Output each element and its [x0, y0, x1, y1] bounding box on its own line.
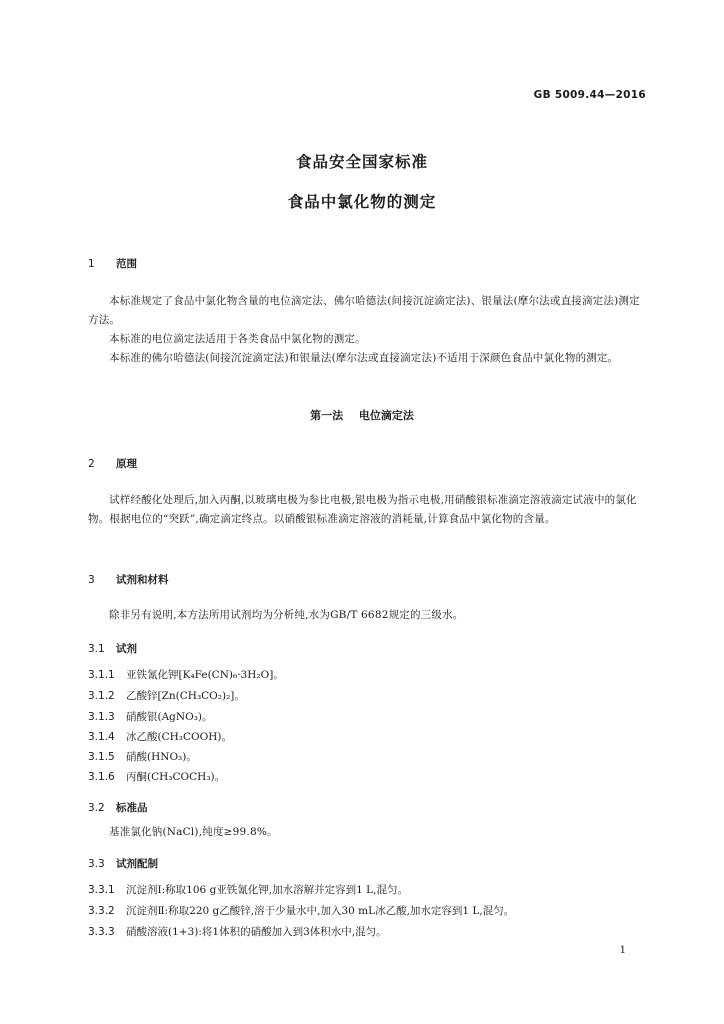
- section-1-heading: [88, 256, 137, 271]
- document-number: GB 5009.44—2016: [533, 89, 646, 101]
- section-number: 3.1: [88, 643, 105, 655]
- list-item: 3.1.5 硝酸(HNO₃)。: [88, 751, 197, 763]
- section-number: 3.3: [88, 858, 105, 870]
- paragraph: 本标准的电位滴定法适用于各类食品中氯化物的测定。: [109, 333, 366, 345]
- paragraph: 本标准的佛尔哈德法(间接沉淀滴定法)和银量法(摩尔法或直接滴定法)不适用于深颜色食品中氯化物的测定。: [109, 352, 619, 364]
- subsection-3-1-heading: [88, 641, 137, 656]
- section-number: 1: [88, 258, 95, 270]
- list-item: 3.3.3 硝酸溶液(1+3):将1体积的硝酸加入到3体积水中,混匀。: [88, 926, 387, 938]
- subsection-3-2-heading: [88, 800, 148, 815]
- paragraph: 试样经酸化处理后,加入丙酮,以玻璃电极为参比电极,银电极为指示电极,用硝酸银标准滴定溶液滴定试液中的氯化物。根据电位的“突跃”,确定滴定终点。以硝酸银标准滴定溶液的消耗量,计算食品中氯化物的含量。: [88, 494, 637, 525]
- section-title: 试剂和材料: [116, 574, 169, 586]
- section-title: 试剂: [116, 643, 137, 655]
- list-item: 3.3.2 沉淀剂Ⅱ:称取220 g乙酸锌,溶于少量水中,加入30 mL冰乙酸,加水定容到1 L,混匀。: [88, 905, 515, 917]
- section-title: 原理: [116, 458, 137, 470]
- standard-title: 食品安全国家标准: [295, 153, 428, 171]
- method-heading: 第一法 电位滴定法: [310, 409, 414, 422]
- paragraph: 基准氯化钠(NaCl),纯度≥99.8%。: [109, 826, 278, 838]
- list-item: 3.1.1 亚铁氰化钾[K₄Fe(CN)₆·3H₂O]。: [88, 669, 284, 681]
- paragraph: 本标准规定了食品中氯化物含量的电位滴定法、佛尔哈德法(间接沉淀滴定法)、银量法(摩尔法或直接滴定法)测定方法。: [88, 295, 640, 326]
- document-title: 食品中氯化物的测定: [287, 193, 437, 211]
- list-item: 3.1.4 冰乙酸(CH₃COOH)。: [88, 731, 232, 743]
- section-number: 2: [88, 458, 95, 470]
- section-3-heading: [88, 572, 169, 587]
- list-item: 3.1.6 丙酮(CH₃COCH₃)。: [88, 771, 226, 783]
- list-item: 3.1.2 乙酸锌[Zn(CH₃CO₂)₂]。: [88, 690, 245, 702]
- page-number: 1: [619, 945, 626, 956]
- section-2-heading: [88, 456, 137, 471]
- list-item: 3.3.1 沉淀剂Ⅰ:称取106 g亚铁氰化钾,加水溶解并定容到1 L,混匀。: [88, 884, 408, 896]
- section-title: 试剂配制: [116, 858, 158, 870]
- subsection-3-3-heading: [88, 856, 158, 871]
- paragraph: 除非另有说明,本方法所用试剂均为分析纯,水为GB/T 6682规定的三级水。: [109, 609, 464, 621]
- section-number: 3: [88, 574, 95, 586]
- section-number: 3.2: [88, 802, 105, 814]
- section-title: 范围: [116, 258, 137, 270]
- list-item: 3.1.3 硝酸银(AgNO₃)。: [88, 711, 213, 723]
- section-title: 标准品: [116, 802, 148, 814]
